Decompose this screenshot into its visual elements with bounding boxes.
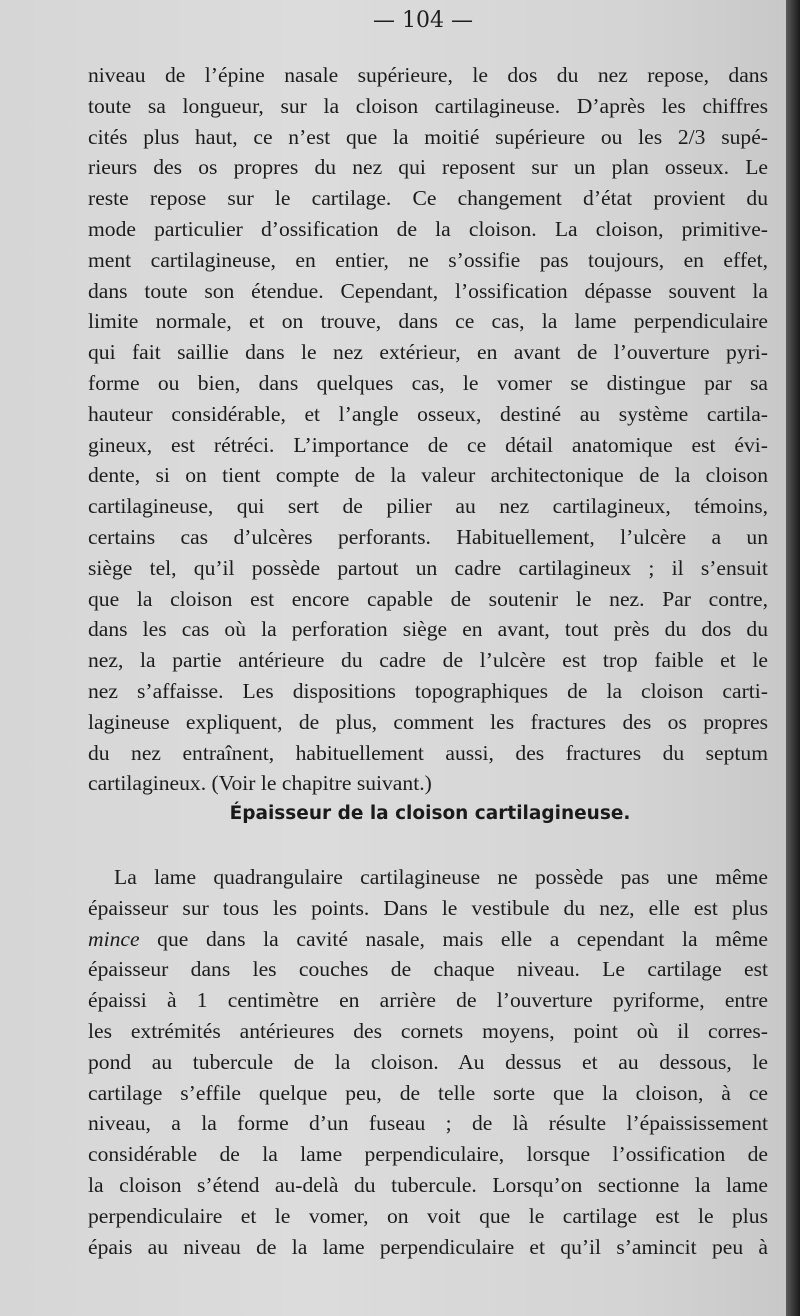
text-line: considérable de la lame perpendiculaire, lorsque l’ossification de	[88, 1142, 768, 1167]
text-line: gineux, est rétréci. L’importance de ce détail anatomique est évi-	[88, 432, 768, 457]
text-line: certains cas d’ulcères perforants. Habituellement, l’ulcère a un	[88, 524, 768, 549]
text-line: que la cloison est encore capable de soutenir le nez. Par contre,	[88, 586, 768, 611]
text-line: cartilagineuse, qui sert de pilier au nez cartilagineux, témoins,	[88, 494, 768, 519]
paragraph-2	[88, 862, 768, 1262]
text-line: cartilagineux. (Voir le chapitre suivant.)	[88, 771, 432, 796]
section-heading: Épaisseur de la cloison cartilagineuse.	[229, 803, 631, 824]
text-line: niveau, a la forme d’un fuseau ; de là résulte l’épaississement	[88, 1111, 768, 1136]
text-line: cités plus haut, ce n’est que la moitié supérieure ou les 2/3 supé-	[88, 124, 768, 149]
page-number: — 104 —	[373, 8, 473, 33]
text-line: cartilage s’effile quelque peu, de telle sorte que la cloison, à ce	[88, 1080, 768, 1105]
text-line: forme ou bien, dans quelques cas, le vomer se distingue par sa	[88, 370, 768, 395]
text-line: nez s’affaisse. Les dispositions topographiques de la cloison carti-	[88, 678, 768, 703]
text-line: dans toute son étendue. Cependant, l’ossification dépasse souvent la	[88, 278, 768, 303]
text-line: qui fait saillie dans le nez extérieur, en avant de l’ouverture pyri-	[88, 340, 768, 365]
text-line: limite normale, et on trouve, dans ce cas, la lame perpendiculaire	[88, 309, 768, 334]
text-line: rieurs des os propres du nez qui reposent sur un plan osseux. Le	[88, 155, 768, 180]
text-line: toute sa longueur, sur la cloison cartilagineuse. D’après les chiffres	[88, 93, 768, 118]
text-line-with-emphasis	[88, 924, 768, 955]
text-line: hauteur considérable, et l’angle osseux, destiné au système cartila-	[88, 401, 768, 426]
text-line: épaisseur dans les couches de chaque niveau. Le cartilage est	[88, 957, 768, 982]
emphasized-word: mince	[88, 926, 140, 951]
text-line: siège tel, qu’il possède partout un cadre cartilagineux ; il s’ensuit	[88, 555, 768, 580]
paragraph-1	[88, 60, 768, 799]
text-line: reste repose sur le cartilage. Ce changement d’état provient du	[88, 186, 768, 211]
text-line: perpendiculaire et le vomer, on voit que le cartilage est le plus	[88, 1203, 768, 1228]
text-line: lagineuse expliquent, de plus, comment les fractures des os propres	[88, 709, 768, 734]
text-line: niveau de l’épine nasale supérieure, le dos du nez repose, dans	[88, 63, 768, 87]
text-line: les extrémités antérieures des cornets moyens, point où il corres-	[88, 1018, 768, 1043]
text-line: dans les cas où la perforation siège en avant, tout près du dos du	[88, 617, 768, 642]
text-line: ment cartilagineuse, en entier, ne s’ossifie pas toujours, en effet,	[88, 247, 768, 272]
text-line: épais au niveau de la lame perpendiculaire et qu’il s’amincit peu à	[88, 1234, 768, 1259]
text-line: du nez entraînent, habituellement aussi, des fractures du septum	[88, 740, 768, 765]
text-line: épaissi à 1 centimètre en arrière de l’ouverture pyriforme, entre	[88, 988, 768, 1013]
text-line: mode particulier d’ossification de la cloison. La cloison, primitive-	[88, 216, 768, 241]
page-edge-shadow	[786, 0, 800, 1316]
text-line: pond au tubercule de la cloison. Au dessus et au dessous, le	[88, 1049, 768, 1074]
text-line: épaisseur sur tous les points. Dans le vestibule du nez, elle est plus	[88, 895, 768, 920]
text-fragment: que dans la cavité nasale, mais elle a cependant la même	[139, 926, 768, 951]
text-line: la cloison s’étend au-delà du tubercule. Lorsqu’on sectionne la lame	[88, 1172, 768, 1197]
text-line: nez, la partie antérieure du cadre de l’ulcère est trop faible et le	[88, 648, 768, 673]
text-line: dente, si on tient compte de la valeur architectonique de la cloison	[88, 463, 768, 488]
text-line: La lame quadrangulaire cartilagineuse ne possède pas une même	[114, 865, 768, 889]
